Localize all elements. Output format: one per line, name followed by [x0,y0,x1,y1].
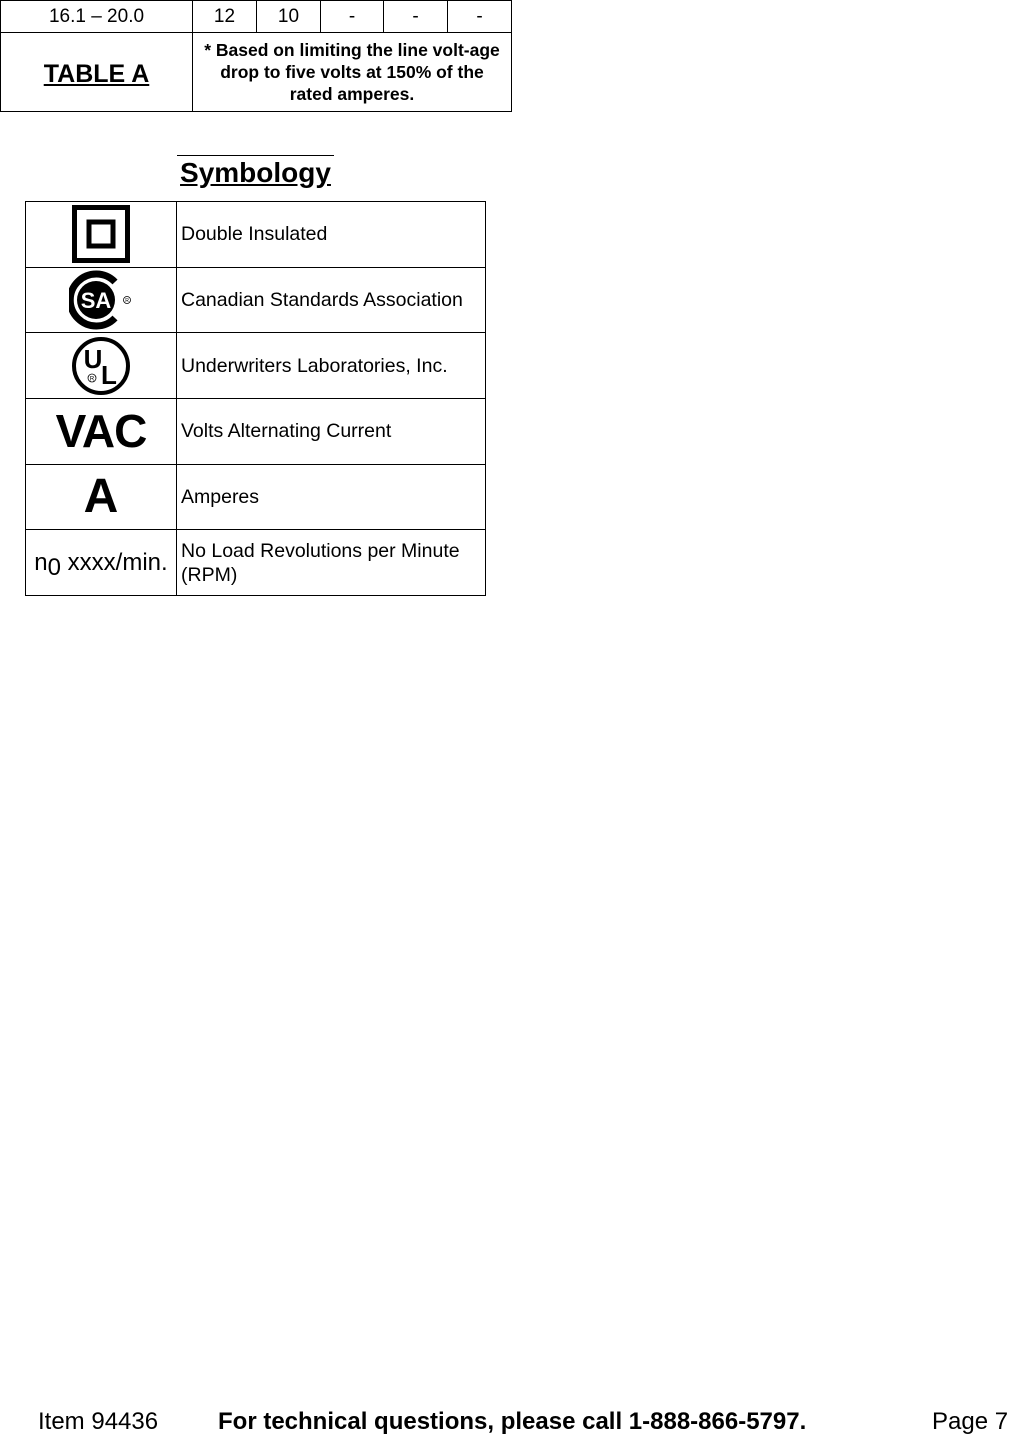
table-row [26,398,486,464]
symbol-description: No Load Revolutions per Minute (RPM) [177,530,486,596]
symbol-cell [26,267,177,333]
symbol-description: Underwriters Laboratories, Inc. [177,333,486,399]
symbol-description: Canadian Standards Association [177,267,486,333]
footer-tech-support: For technical questions, please call 1-888-866-5797. [218,1408,807,1435]
svg-text:R: R [89,376,95,383]
symbology-title: Symbology [177,155,334,189]
table-cell: 16.1 – 20.0 [1,1,193,33]
table-cell: 10 [257,1,321,33]
table-row [26,464,486,530]
svg-text:U: U [83,343,103,374]
table-cell: - [448,1,512,33]
table-cell: 12 [193,1,257,33]
table-cell: - [321,1,384,33]
table-row [1,33,512,112]
rpm-symbol-subscript: 0 [47,553,62,581]
svg-text:R: R [125,297,129,304]
table-row [26,202,486,268]
table-row [26,530,486,596]
ul-logo-icon [70,335,132,397]
svg-text:L: L [101,359,117,390]
table-a [0,0,512,112]
table-a-title: TABLE A [1,33,193,112]
amperes-symbol: A [83,470,119,524]
footer-page-number: Page 7 [932,1408,1009,1435]
symbol-description: Amperes [177,464,486,530]
vac-symbol: VAC [55,405,147,458]
table-row [26,267,486,333]
symbol-description: Double Insulated [177,202,486,268]
double-insulated-icon [72,205,130,263]
table-row [26,333,486,399]
table-a-note: * Based on limiting the line volt-age drop to five volts at 150% of the rated amperes. [193,33,512,112]
footer-item-number: Item 94436 [38,1408,159,1435]
rpm-symbol-rest: xxxx/min. [61,548,168,576]
symbology-table [25,201,486,596]
table-row [1,1,512,33]
symbol-cell [26,530,177,596]
csa-logo-icon [69,270,133,330]
table-cell: - [384,1,448,33]
symbol-cell [26,464,177,530]
rpm-symbol-n: n [34,548,48,576]
symbol-cell [26,202,177,268]
symbol-cell [26,333,177,399]
symbol-cell [26,398,177,464]
symbol-description: Volts Alternating Current [177,398,486,464]
svg-text:SA: SA [80,287,112,313]
rpm-symbol [34,549,167,581]
